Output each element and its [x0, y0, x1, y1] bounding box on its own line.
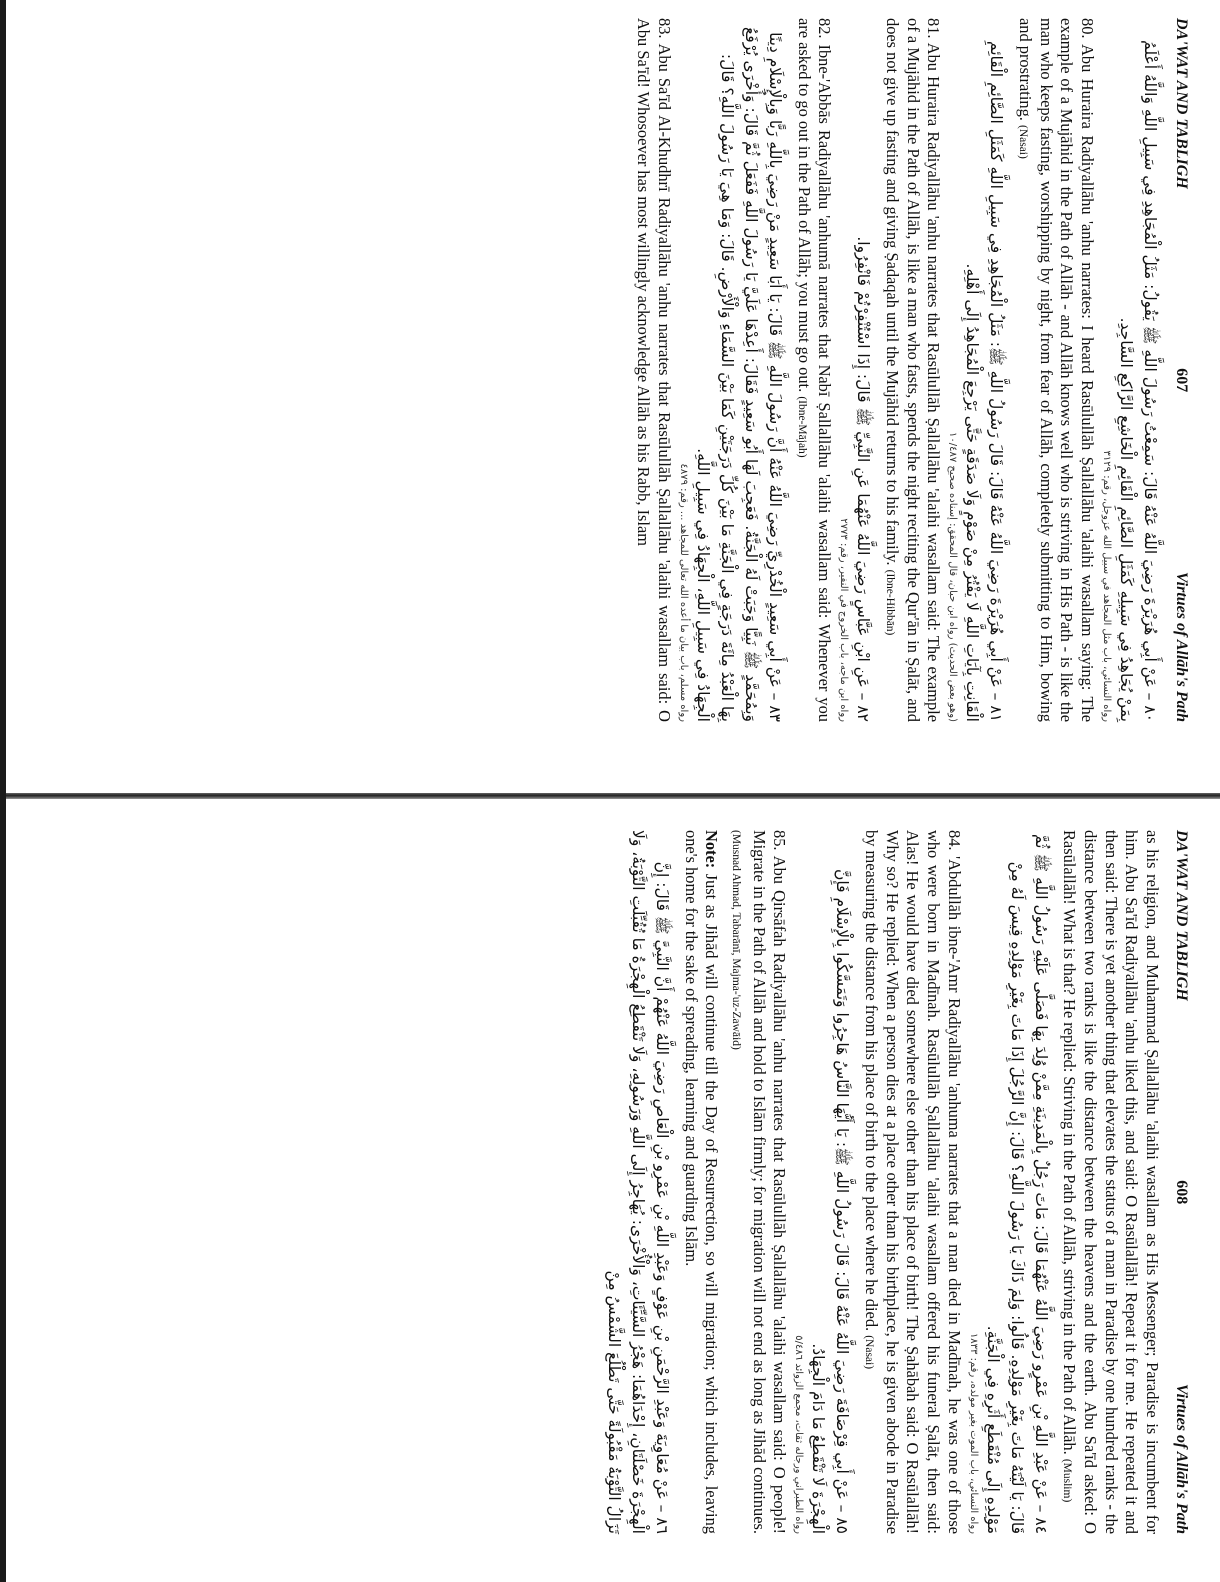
hadith-81-arabic: ٨١ – عَنْ أَبِي هُرَيْرَةَ رَضِيَ اللَّهُ عَنْهُ قَالَ: قَالَ رَسُولُ اللَّهِ ﷺ: مَثَلُ الْمُجَاهِدِ فِي سَبِيلِ اللَّهِ كَمَثَلِ الصَّائِمِ الْقَائِمِ الْقَانِتِ بِآيَاتِ اللَّهِ لَا يَفْتُرُ مِنْ صَوْمٍ وَلَا صَدَقَةٍ حَتَّى يَرْجِعَ الْمُجَاهِدُ إِلَى أَهْلِهِ. — [963, 40, 1006, 722]
hadith-83-translation: 83. Abu Sa'īd Al-Khudhrī Radiyallāhu 'anhu narrates that Rasūlullāh Ṣallallāhu 'alaihi wasallam said: O Abu Sa'īd! Whosoever has most willingly acknowledge Allāh as his Rabb, Islam — [634, 18, 674, 722]
header-book-title: DA'WAT AND TABLIGH — [1173, 18, 1190, 189]
hadith-81-text: 81. Abu Huraira Radiyallāhu 'anhu narrates that Rasūlullāh Ṣallallāhu 'alaihi wasallam said: The example of a Mujāhid in the Path of Allāh, is like a man who fasts, spends the night reciting the Qur'ān in Ṣalāt, and does not give up fasting and giving Ṣadaqah until the Mujāhid returns to his family. — [882, 18, 944, 722]
hadith-85-translation — [727, 830, 789, 1534]
page-number: 608 — [1173, 1180, 1190, 1205]
hadith-81-source: (Ibne-Hibbān) — [883, 569, 896, 636]
hadith-84-translation — [860, 830, 963, 1534]
book-fold-line — [6, 793, 1220, 799]
hadith-85-arabic: ٨٥ – عَنْ أَبِي قِرْصَافَةَ رَضِيَ اللَّهُ عَنْهُ قَالَ: قَالَ رَسُولُ اللَّهِ ﷺ: يَا أَيُّهَا النَّاسُ هَاجِرُوا وَتَمَسَّكُوا بِالْإِسْلَامِ فَإِنَّ الْهِجْرَةَ لَا تَنْقَطِعُ مَا دَامَ الْجِهَادُ. — [809, 869, 852, 1534]
hadith-83-arabic: ٨٣ – عَنْ أَبِي سَعِيدٍ الْخُدْرِيِّ رَضِيَ اللَّهُ عَنْهُ أَنَّ رَسُولَ اللَّهِ ﷺ قَالَ: يَا أَبَا سَعِيدٍ مَنْ رَضِيَ بِاللَّهِ رَبًّا وَبِالْإِسْلَامِ دِينًا وَبِمُحَمَّدٍ ﷺ نَبِيًّا وَجَبَتْ لَهُ الْجَنَّةُ. فَعَجِبَ لَهَا أَبُو سَعِيدٍ فَقَالَ: أَعِدْهَا عَلَيَّ يَا رَسُولَ اللَّهِ فَفَعَلَ ثُمَّ قَالَ: وَأُخْرَى يُرْفَعُ بِهَا الْعَبْدُ مِائَةَ دَرَجَةٍ فِي الْجَنَّةِ مَا بَيْنَ كُلِّ دَرَجَتَيْنِ كَمَا بَيْنَ السَّمَاءِ وَالْأَرْضِ. قَالَ: وَمَا هِيَ يَا رَسُولَ اللَّهِ؟ قَالَ: الْجِهَادُ فِي سَبِيلِ اللَّهِ، الْجِهَادُ فِي سَبِيلِ اللَّهِ. — [693, 27, 784, 722]
hadith-80-reference: رواه النسائي، باب مثل المجاهد في سبيل الله عزوجل، رقم: ٣١٢٩ — [1100, 450, 1112, 722]
page-608-region — [94, 812, 1204, 1572]
note-label: Note: — [702, 830, 722, 869]
hadith-83-source: (Muslim) — [1061, 1458, 1074, 1503]
running-header — [1172, 830, 1190, 1534]
hadith-82-reference: رواه ابن ماجه، باب الخروج في النفير، رقم: ٢٧٧٣ — [838, 518, 850, 722]
note-text: Just as Jihād will continue till the Day of Resurrection, so will migration; which includes, leaving one's home for the sake of spreading, learning and guarding Islām. — [681, 830, 722, 1534]
hadith-80-translation — [1014, 18, 1097, 722]
hadith-86-arabic: ٨٦ – عَنْ مُعَاوِيَةَ وَعَبْدِ الرَّحْمَنِ بْنِ عَوْفٍ وَعَبْدِ اللَّهِ بْنِ عَمْرِو بْنِ الْعَاصِ رَضِيَ اللَّهُ عَنْهُمْ أَنَّ النَّبِيَّ ﷺ قَالَ: إِنَّ الْهِجْرَةَ خَصْلَتَانِ، إِحْدَاهُمَا: هَجْرُ السَّيِّئَاتِ، وَالْأُخْرَى: يُهَاجِرُ إِلَى اللَّهِ وَرَسُولِهِ، وَلَا تَنْقَطِعُ الْهِجْرَةُ مَا تُقُبِّلَتِ التَّوْبَةُ، وَلَا تَزَالُ التَّوْبَةُ مَقْبُولَةً حَتَّى تَطْلُعَ الشَّمْسُ مِنْ — [604, 830, 671, 1534]
hadith-80-arabic: ٨٠ – عَنْ أَبِي هُرَيْرَةَ رَضِيَ اللَّهُ عَنْهُ قَالَ: سَمِعْتُ رَسُولَ اللَّهِ ﷺ يَقُولُ: مَثَلُ الْمُجَاهِدِ فِي سَبِيلِ اللَّهِ وَاللَّهُ أَعْلَمُ بِمَنْ يُجَاهِدُ فِي سَبِيلِهِ كَمَثَلِ الصَّائِمِ الْقَائِمِ الْخَاشِعِ الرَّاكِعِ السَّاجِدِ. — [1116, 40, 1159, 722]
page-number: 607 — [1173, 368, 1190, 393]
hadith-84-arabic: ٨٤ – عَنْ عَبْدِ اللَّهِ بْنِ عَمْرٍو رَضِيَ اللَّهُ عَنْهُمَا قَالَ: مَاتَ رَجُلٌ بِالْمَدِينَةِ مِمَّنْ وُلِدَ بِهَا فَصَلَّى عَلَيْهِ رَسُولُ اللَّهِ ﷺ ثُمَّ قَالَ: يَا لَيْتَهُ مَاتَ بِغَيْرِ مَوْلِدِهِ. قَالُوا: وَلِمَ ذَاكَ يَا رَسُولَ اللَّهِ؟ قَالَ: إِنَّ الرَّجُلَ إِذَا مَاتَ بِغَيْرِ مَوْلِدِهِ قِيسَ لَهُ مِنْ مَوْلِدِهِ إِلَى مُنْقَطَعِ أَثَرِهِ فِي الْجَنَّةِ. — [983, 833, 1050, 1534]
hadith-83-reference: رواه مسلم، باب بيان ما أعده الله تعالى للمجاهد ... رقم: ٤٨٧٩ — [677, 463, 689, 722]
hadith-82-text: 82. Ibne-'Abbās Radiyallāhu 'anhumā narrates that Nabī Ṣallallāhu 'alaihi wasallam said: Whenever you are asked to go out in the Path of Allāh; you must go out. — [794, 18, 835, 722]
page-607-region — [94, 0, 1204, 768]
hadith-82-arabic: ٨٢ – عَنِ ابْنِ عَبَّاسٍ رَضِيَ اللَّهُ عَنْهُمَا عَنِ النَّبِيِّ ﷺ قَالَ: إِذَا اسْتُنْفِرْتُمْ فَانْفِرُوا. — [854, 236, 873, 722]
hadith-80-source: (Nasai) — [1016, 124, 1029, 159]
header-book-title: DA'WAT AND TABLIGH — [1173, 830, 1190, 1001]
hadith-84-reference: رواه النسائي، باب الموت بغير مولده، رقم: ١٨٣٣ — [967, 1332, 979, 1534]
header-chapter-title: Virtues of Allāh's Path — [1173, 1383, 1190, 1534]
hadith-84-source: (Nasai) — [862, 1335, 875, 1370]
running-header — [1172, 18, 1190, 722]
hadith-81-translation — [881, 18, 943, 722]
hadith-83-cont-text: as his religion, and Muhammad Ṣallallāhu 'alaihi wasallam as His Messenger; Paradise is incumbent for him. Abu Sa'īd Radiyallāhu 'anhu liked this, and said: O Rasūlallāh! Repeat it for me. He repeated it and then said: There is yet another thing that elevates the status of a man in Paradise by one hundred ranks - the distance between two ranks is like the distance between the heavens and the earth. Abu Sa'īd asked: O Rasūlallāh! What is that? He replied: Striving in the Path of Allāh, striving in the Path of Allāh. — [1060, 830, 1162, 1534]
hadith-80-text: 80. Abu Huraira Radiyallāhu 'anhu narrates: I heard Rasūlullāh Ṣallallāhu 'alaihi wasallam saying: The example of a Mujāhid in the Path of Allāh - and Allāh knows well who is striving in His Path - is like the man who keeps fasting, worshipping by night, from fear of Allāh, completely submitting to Him, bowing and prostrating. — [1015, 18, 1097, 722]
hadith-82-source: (Ibne-Mājah) — [795, 396, 808, 458]
page-608 — [586, 812, 1204, 1552]
hadith-82-translation — [793, 18, 834, 722]
hadith-83-continuation — [1059, 830, 1162, 1534]
hadith-85-note — [680, 830, 721, 1534]
hadith-81-reference: (وهو بعض الحديث) رواه ابن حبان، قال المحقق: إسناده صحيح ١٠/٤٨٧ — [947, 431, 959, 722]
hadith-84-text: 84. 'Abdullāh ibne-'Amr Radiyallāhu 'anhuma narrates that a man died in Madīnah, he was one of those who were born in Madīnah. Rasūlullāh Ṣallallāhu 'alaihi wasallam offered his funeral Ṣalāt, then said: Alas! He would have died somewhere else other than his place of birth! The Ṣahābah said: O Rasūlallāh! Why so? He replied: When a person dies at a place other than his birthplace, he is given abode in Paradise by measuring the distance from his place of birth to the place where he died. — [861, 830, 964, 1534]
header-chapter-title: Virtues of Allāh's Path — [1173, 571, 1190, 722]
hadith-85-reference: رواه الطبراني ورجاله ثقات، مجمع الزوائد ٥/٤٨٦ — [793, 1335, 805, 1534]
hadith-85-text: 85. Abu Qirsāfah Radiyallāhu 'anhu narrates that Rasūlullāh Ṣallallāhu 'alaihi wasallam said: O people! Migrate in the Path of Allāh and hold to Islām firmly; for migration will not end as long as Jihād continues. — [749, 830, 790, 1534]
page-607 — [612, 0, 1204, 740]
hadith-85-source: (Musnad Ahmad, Tabarānī, Majma-'uz-Zawāid) — [729, 830, 742, 1050]
scan-left-edge — [0, 0, 6, 1582]
